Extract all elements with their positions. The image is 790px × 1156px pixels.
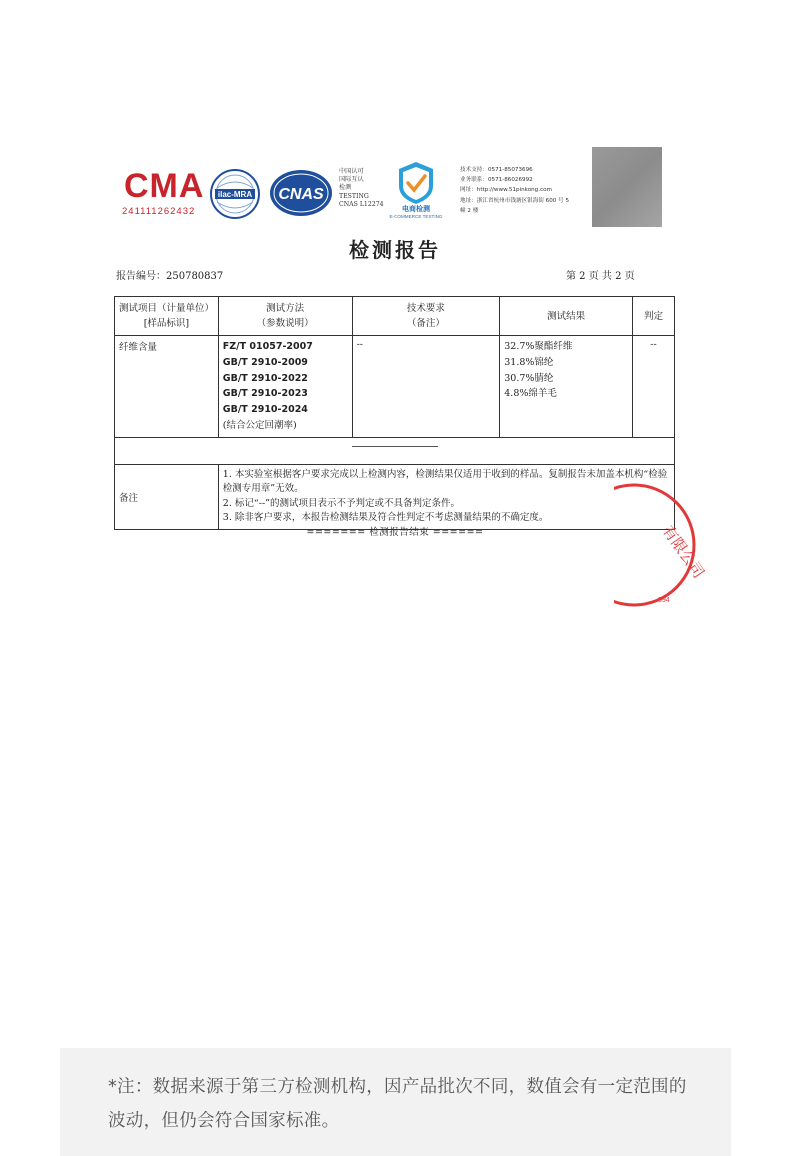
table-header-row [115, 297, 675, 336]
method-line: FZ/T 01057-2007 [222, 341, 313, 352]
header-verdict [633, 297, 675, 336]
stamp-code: 894 [658, 597, 670, 604]
cnas-text [339, 168, 384, 209]
header-line: 测试方法 [266, 303, 305, 314]
result-line: 30.7%腈纶 [504, 372, 554, 384]
ecommerce-en: E-COMMERCE TESTING [389, 214, 443, 219]
result-line: 32.7%聚酯纤维 [504, 341, 573, 352]
method-line: GB/T 2910-2022 [222, 372, 308, 384]
cell-results [500, 336, 633, 438]
header-line: （参数说明） [256, 318, 314, 329]
result-line: 4.8%绵羊毛 [504, 388, 557, 400]
ecommerce-testing-logo [387, 160, 445, 220]
table-row [115, 336, 675, 438]
method-note: (结合公定回潮率) [222, 419, 297, 431]
separator-row [115, 437, 675, 464]
remark-item: 3. 除非客户要求，本报告检测结果及符合性判定不考虑测量结果的不确定度。 [222, 512, 549, 524]
separator-line [352, 446, 438, 447]
report-title: 检测报告 [349, 238, 441, 262]
cnas-line: 检测 [339, 184, 352, 192]
ecommerce-cn: 电商检测 [402, 205, 430, 213]
ilac-mra-logo [209, 168, 261, 220]
report-number-value: 250780837 [166, 271, 224, 282]
footer-note-panel [60, 1048, 731, 1156]
cell-verdict: -- [633, 336, 675, 438]
contact-business: 业务联系：0571-86026992 [460, 177, 533, 184]
remark-item: 1. 本实验室根据客户要求完成以上检测内容，检测结果仅适用于收到的样品。复制报告未加盖本机构“检验检测专用章”无效。 [222, 468, 668, 495]
footer-note: *注：数据来源于第三方检测机构，因产品批次不同，数值会有一定范围的波动，但仍会符合国家标准。 [108, 1077, 687, 1131]
contact-website: 网址：http://www.51pinkong.com [460, 187, 552, 194]
cell-item: 纤维含量 [115, 336, 219, 438]
header-result [500, 297, 633, 336]
contact-address-cont: 幢 2 楼 [460, 207, 479, 214]
report-end-line: ======= 检测报告结束 ====== [306, 527, 484, 538]
contact-info [460, 165, 590, 216]
cell-requirement: -- [352, 336, 500, 438]
method-line: GB/T 2910-2023 [222, 388, 308, 400]
remarks-label: 备注 [115, 464, 219, 529]
header-test-method [218, 297, 352, 336]
official-stamp [614, 480, 714, 610]
cell-methods [218, 336, 352, 438]
ilac-label: ilac-MRA [217, 190, 253, 199]
cnas-label: CNAS [278, 186, 324, 203]
header-line: [样品标识] [143, 318, 190, 329]
header-line: 测试项目（计量单位） [119, 303, 215, 314]
cnas-logo [268, 168, 334, 218]
cnas-line: CNAS L12274 [339, 200, 384, 208]
report-number-label: 报告编号： [116, 271, 166, 282]
header-line: 技术要求 [406, 303, 445, 314]
header-line: 判定 [644, 310, 664, 322]
report-number [116, 267, 223, 282]
cnas-line: 国际互认 [339, 176, 364, 184]
contact-tech: 技术支持：0571-85073696 [460, 167, 533, 173]
remark-item: 2. 标记“--”的测试项目表示不予判定或不具备判定条件。 [222, 497, 461, 509]
separator-cell [115, 437, 675, 464]
cma-letters: CMA [124, 167, 205, 205]
page-info: 第 2 页 共 2 页 [566, 271, 635, 282]
remarks-row [115, 464, 675, 529]
cnas-line: TESTING [339, 192, 369, 200]
method-line: GB/T 2910-2024 [222, 404, 308, 416]
cma-number: 241111262432 [122, 206, 196, 217]
cma-logo [120, 165, 205, 221]
header-line: 测试结果 [547, 310, 586, 322]
qr-code-image [592, 147, 662, 227]
cnas-line: 中国认可 [339, 168, 364, 175]
header-requirement [352, 297, 500, 336]
remarks-content [218, 464, 674, 529]
test-results-table [114, 296, 675, 530]
result-line: 31.8%锦纶 [504, 356, 554, 368]
method-line: GB/T 2910-2009 [222, 356, 308, 368]
contact-address: 地址：浙江省杭州市钱塘区银海街 600 号 5 [460, 197, 570, 204]
header-test-item [115, 297, 219, 336]
stamp-text: 有限公司 [658, 521, 708, 582]
header-line: （备注） [406, 318, 445, 329]
